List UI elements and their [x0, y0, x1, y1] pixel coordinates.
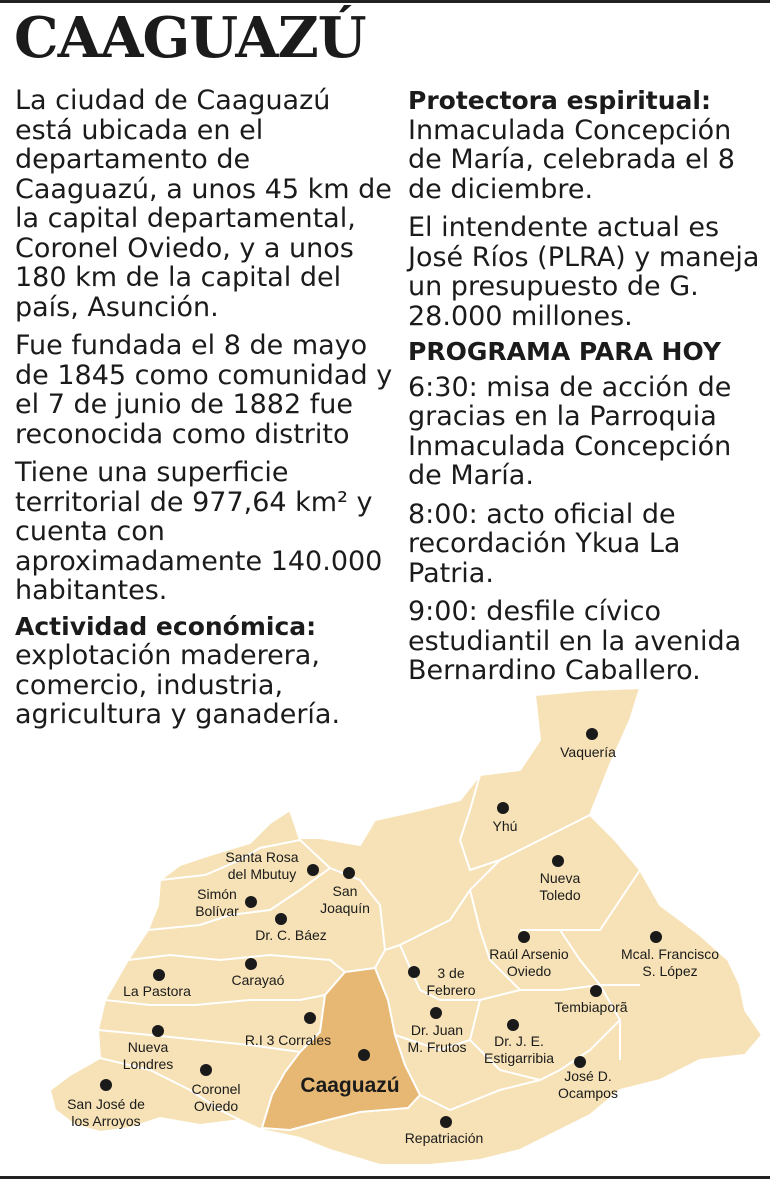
label-la-pastora: La Pastora [123, 983, 191, 999]
program-item: 6:30: misa de acción de gracias en la Parroquia Inmaculada Concepción de María. [408, 371, 732, 491]
label-san-joaquin: San [332, 883, 358, 899]
dot-dr-c-baez [275, 913, 287, 925]
label-yhu: Yhú [492, 818, 518, 834]
label-san-joaquin: Joaquín [320, 900, 370, 916]
label-dr-juan-frutos: Dr. Juan [410, 1022, 464, 1038]
activity-text: explotación maderera, comercio, industria, agricultura y ganadería. [15, 640, 341, 730]
dot-caaguazu [358, 1049, 370, 1061]
dot-dr-estigarribia [507, 1019, 519, 1031]
mayor-paragraph: El intendente actual es José Ríos (PLRA) y maneja un presupuesto de G. 28.000 millones. [408, 212, 760, 332]
label-caaguazu: Caaguazú [300, 1074, 400, 1097]
dot-tembiapora [590, 985, 602, 997]
label-carayao: Carayaó [231, 972, 285, 988]
dot-nueva-londres [152, 1025, 164, 1037]
page-title: CAAGUAZÚ [14, 5, 366, 71]
label-mcal-lopez: Mcal. Francisco [620, 946, 720, 962]
label-coronel-oviedo: Coronel [191, 1081, 241, 1097]
label-3-febrero: 3 de [437, 965, 465, 981]
label-simon-bolivar: Bolívar [195, 903, 239, 919]
label-santa-rosa: del Mbutuy [227, 866, 297, 882]
label-nueva-londres: Nueva [127, 1039, 169, 1055]
label-coronel-oviedo: Oviedo [193, 1098, 239, 1114]
patron-text: Inmaculada Concepción de María, celebrada el 8 de diciembre. [408, 114, 735, 205]
activity-heading: Actividad económica: [15, 611, 317, 641]
dot-carayao [245, 958, 257, 970]
dot-repatriacion [440, 1116, 452, 1128]
label-san-jose-arroyos: los Arroyos [71, 1113, 141, 1129]
founding-paragraph: Fue fundada el 8 de mayo de 1845 como comunidad y el 7 de junio de 1882 fue reconocida como distrito [15, 330, 393, 450]
label-santa-rosa: Santa Rosa [225, 849, 299, 865]
dot-simon-bolivar [245, 896, 257, 908]
dot-raul-oviedo [518, 931, 530, 943]
location-paragraph: La ciudad de Caaguazú está ubicada en el departamento de Caaguazú, a unos 45 km de la capital departamental, Coronel Oviedo, y a unos 180 km de la capital del país, Asunción. [15, 85, 392, 323]
label-vaqueria: Vaquería [560, 744, 616, 760]
label-nueva-londres: Londres [122, 1056, 174, 1072]
dot-santa-rosa [307, 864, 319, 876]
label-dr-c-baez: Dr. C. Báez [255, 927, 327, 943]
dot-3-febrero [408, 966, 420, 978]
label-tembiapora: Tembiaporã [554, 999, 628, 1015]
label-dr-juan-frutos: M. Frutos [407, 1039, 467, 1055]
label-repatriacion: Repatriación [404, 1130, 484, 1146]
dot-jose-ocampos [574, 1056, 586, 1068]
label-ri3-corrales: R.I 3 Corrales [244, 1032, 332, 1048]
label-nuevo-toledo: Toledo [539, 887, 581, 903]
program-item: 8:00: acto oficial de recordación Ykua La Patria. [408, 498, 681, 589]
dot-nuevo-toledo [552, 855, 564, 867]
label-mcal-lopez: S. López [642, 963, 698, 979]
area-paragraph: Tiene una superficie territorial de 977,64 km² y cuenta con aproximadamente 140.000 habitantes. [15, 457, 383, 606]
label-raul-oviedo: Raúl Arsenio [489, 946, 569, 962]
dot-mcal-lopez [650, 931, 662, 943]
label-raul-oviedo: Oviedo [506, 963, 552, 979]
dot-ri3-corrales [304, 1012, 316, 1024]
label-san-jose-arroyos: San José de [67, 1096, 145, 1112]
dot-san-jose-arroyos [100, 1079, 112, 1091]
dot-coronel-oviedo [200, 1064, 212, 1076]
label-3-febrero: Febrero [426, 982, 476, 998]
program-heading-text: PROGRAMA PARA HOY [408, 337, 721, 366]
dot-san-joaquin [343, 867, 355, 879]
dot-vaqueria [586, 728, 598, 740]
patron-heading: Protectora espiritual: [408, 86, 711, 115]
label-jose-ocampos: Ocampos [558, 1085, 618, 1101]
label-dr-estigarribia: Estigarribia [483, 1050, 555, 1066]
program-item: 9:00: desfile cívico estudiantil en la avenida Bernardino Caballero. [408, 596, 742, 686]
label-simon-bolivar: Simón [197, 886, 237, 902]
label-nuevo-toledo: Nueva [539, 870, 581, 886]
dot-yhu [497, 802, 509, 814]
dot-la-pastora [153, 969, 165, 981]
dot-dr-juan-frutos [430, 1007, 442, 1019]
label-jose-ocampos: José D. [564, 1068, 612, 1084]
label-dr-estigarribia: Dr. J. E. [494, 1033, 544, 1049]
